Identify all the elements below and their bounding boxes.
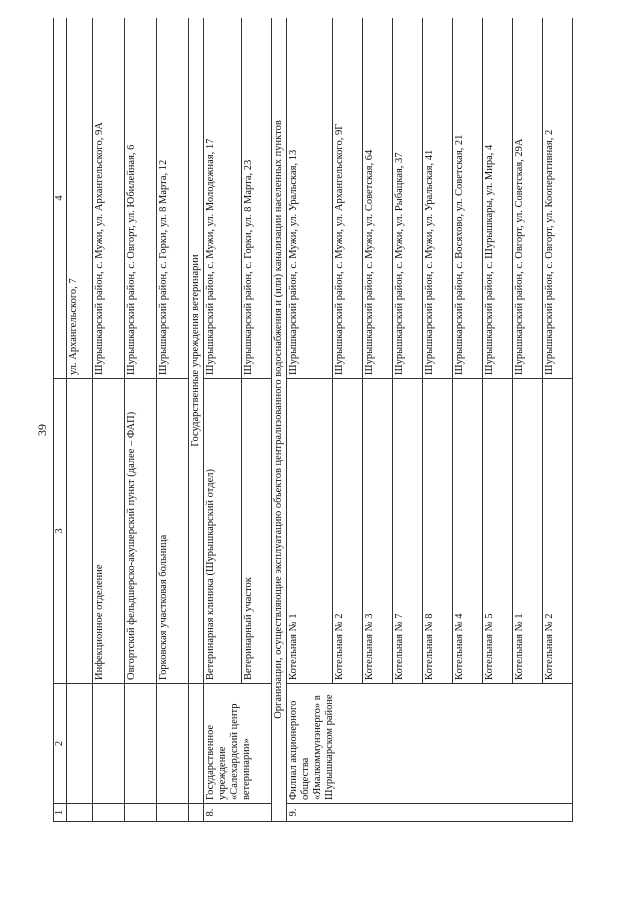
section-title-water-supply: Организации, осуществляющие эксплуатацию объектов централизованного водоснабжения и (или) канализации населенных пунктов [272,18,287,822]
section-row [272,18,287,822]
cell-address: Шурышкарский район, с. Мужи, ул. Молодежная, 17 [204,18,242,379]
cell-object: Котельная № 1 [513,379,543,684]
table-header-row [54,18,67,822]
cell-num [125,804,157,822]
table-row [204,18,242,822]
cell-address: Шурышкарский район, с. Овгорт, ул. Кооперативная, 2 [543,18,573,379]
cell-object: Котельная № 3 [363,379,393,684]
cell-address: Шурышкарский район, с. Шурышкары, ул. Мира, 4 [483,18,513,379]
table-row [93,18,125,822]
cell-object: Котельная № 7 [393,379,423,684]
cell-num [67,804,93,822]
cell-object: Котельная № 1 [287,379,333,684]
cell-org [93,684,125,804]
cell-object: Ветеринарный участок [242,379,272,684]
cell-org [67,684,93,804]
cell-address: Шурышкарский район, с. Овгорт, ул. Юбилейная, 6 [125,18,157,379]
cell-org [157,684,189,804]
cell-object: Ветеринарная клиника (Шурышкарский отдел) [204,379,242,684]
cell-org: Филиал акционерного общества «Ямалкоммунэнерго» в Шурышкарском районе [287,684,573,804]
cell-object [67,379,93,684]
cell-num: 9. [287,804,573,822]
cell-org: Государственное учреждение «Салехардский центр ветеринарии» [204,684,272,804]
cell-num [157,804,189,822]
cell-object: Котельная № 8 [423,379,453,684]
cell-address: Шурышкарский район, с. Овгорт, ул. Советская, 29А [513,18,543,379]
header-col-3: 3 [54,379,67,684]
cell-address: Шурышкарский район, с. Восяхово, ул. Советская, 21 [453,18,483,379]
section-spacer [189,804,204,822]
cell-object: Горковская участковая больница [157,379,189,684]
document-page [53,18,601,822]
cell-object: Инфекционное отделение [93,379,125,684]
cell-object: Котельная № 2 [543,379,573,684]
section-spacer [189,684,204,804]
cell-address: Шурышкарский район, с. Мужи, ул. Советская, 64 [363,18,393,379]
cell-num: 8. [204,804,272,822]
page-number: 39 [35,424,49,436]
header-col-1: 1 [54,804,67,822]
header-col-4: 4 [54,18,67,379]
cell-address: Шурышкарский район, с. Горки, ул. 8 Марта, 23 [242,18,272,379]
table-row [67,18,93,822]
cell-address: Шурышкарский район, с. Мужи, ул. Рыбацкая, 37 [393,18,423,379]
cell-object: Котельная № 5 [483,379,513,684]
header-col-2: 2 [54,684,67,804]
cell-num [93,804,125,822]
section-title-veterinary: Государственные учреждения ветеринарии [189,18,204,684]
table-row [125,18,157,822]
cell-address: Шурышкарский район, с. Горки, ул. 8 Марта, 12 [157,18,189,379]
cell-org [125,684,157,804]
section-row [189,18,204,822]
cell-address: Шурышкарский район, с. Мужи, ул. Архангельского, 9А [93,18,125,379]
cell-address: Шурышкарский район, с. Мужи, ул. Архангельского, 9Г [333,18,363,379]
cell-object: Котельная № 4 [453,379,483,684]
cell-address: Шурышкарский район, с. Мужи, ул. Уральская, 41 [423,18,453,379]
facilities-table [53,18,573,822]
cell-object: Овгортский фельдшерско-акушерский пункт (далее – ФАП) [125,379,157,684]
cell-address: Шурышкарский район, с. Мужи, ул. Уральская, 13 [287,18,333,379]
cell-address: ул. Архангельского, 7 [67,18,93,379]
table-row [287,18,333,822]
cell-object: Котельная № 2 [333,379,363,684]
rotated-table-container [53,18,601,822]
table-row [157,18,189,822]
